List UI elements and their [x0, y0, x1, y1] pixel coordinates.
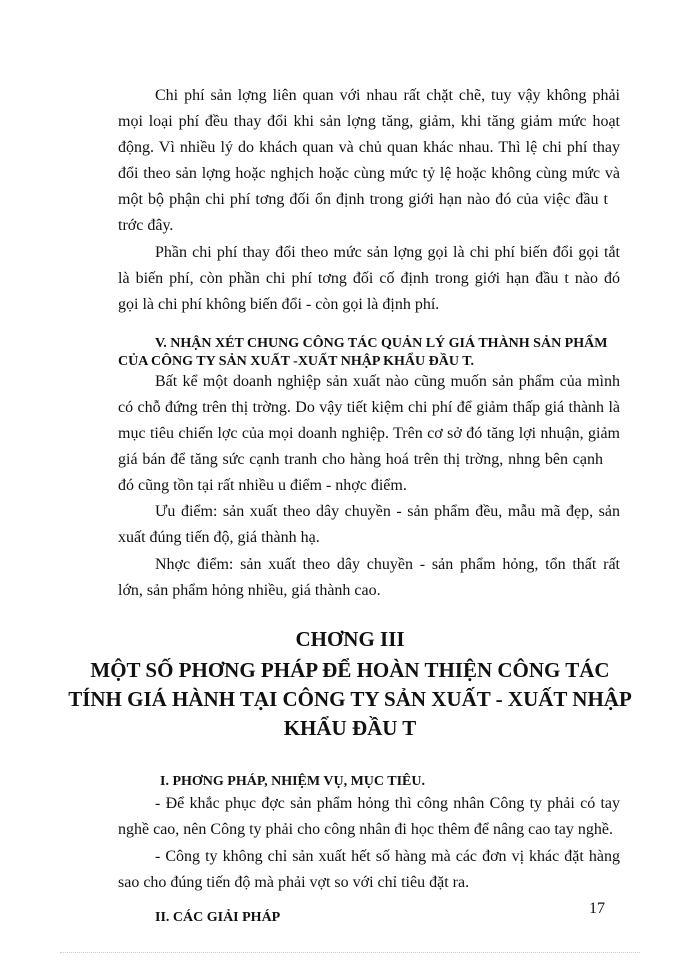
text-line: Ưu điểm: sản xuất theo dây chuyền - sản phẩm đều, mẫu mã đẹp, sản: [155, 503, 620, 520]
text-line: giá bán để tăng sức cạnh tranh cho hàng hoá trên thị trờng, nhng bên cạnh: [118, 451, 603, 468]
heading-line: V. NHẬN XÉT CHUNG CÔNG TÁC QUẢN LÝ GIÁ THÀNH SẢN PHẨM: [155, 336, 608, 351]
text-line: - Để khắc phục đợc sản phẩm hỏng thì công nhân Công ty phải có tay: [155, 795, 620, 812]
text-line: nghề cao, nên Công ty phải cho công nhân đi học thêm để nâng cao tay nghề.: [118, 821, 613, 838]
heading-line: CỦA CÔNG TY SẢN XUẤT -XUẤT NHẬP KHẨU ĐẦU T.: [118, 354, 475, 369]
page-bottom-rule: [60, 952, 640, 953]
text-line: Phần chi phí thay đổi theo mức sản lợng gọi là chi phí biến đổi gọi tắt: [155, 244, 620, 261]
text-line: gọi là chi phí không biến đổi - còn gọi là định phí.: [118, 296, 440, 313]
page-number: 17: [589, 900, 605, 917]
text-line: Nhợc điểm: sản xuất theo dây chuyền - sản phẩm hỏng, tổn thất rất: [155, 556, 620, 573]
text-line: đổi theo sản lợng hoặc nghịch hoặc cùng mức tỷ lệ hoặc không cùng mức và: [118, 165, 620, 182]
chapter-heading: CHƠNG III: [295, 627, 405, 651]
text-line: động. Vì nhiều lý do khách quan và chủ quan khác nhau. Thì lệ chi phí thay: [118, 139, 620, 156]
text-line: sao cho đúng tiến độ mà phải vợt so với chỉ tiêu đặt ra.: [118, 874, 470, 891]
chapter-title-line: KHẨU ĐẦU T: [283, 716, 417, 740]
section-ii-title: II. CÁC GIẢI PHÁP: [155, 910, 281, 925]
chapter-title-line: MỘT SỐ PHƠNG PHÁP ĐỂ HOÀN THIỆN CÔNG TÁC: [90, 658, 610, 682]
text-line: trớc đây.: [118, 217, 174, 234]
text-line: mọi loại phí đều thay đổi khi sản lợng tăng, giảm, khi tăng giảm mức hoạt: [118, 113, 620, 130]
text-line: đó cũng tồn tại rất nhiều u điểm - nhợc điểm.: [118, 477, 407, 494]
text-line: mục tiêu chiến lợc của mọi doanh nghiệp. Trên cơ sở đó tăng lợi nhuận, giảm: [118, 425, 620, 442]
text-line: lớn, sản phẩm hỏng nhiều, giá thành cao.: [118, 582, 381, 599]
text-line: Bất kể một doanh nghiệp sản xuất nào cũng muốn sản phẩm của mình: [155, 373, 620, 390]
text-line: Chi phí sản lợng liên quan với nhau rất chặt chẽ, tuy vậy không phải: [155, 87, 620, 104]
text-line: có chỗ đứng trên thị trờng. Do vậy tiết kiệm chi phí để giảm thấp giá thành là: [118, 399, 620, 416]
chapter-title-line: TÍNH GIÁ HÀNH TẠI CÔNG TY SẢN XUẤT - XUẤT NHẬP: [68, 687, 632, 711]
text-line: là biến phí, còn phần chi phí tơng đối cố định trong giới hạn đầu t nào đó: [118, 270, 620, 287]
text-line: một bộ phận chi phí tơng đối ổn định trong giới hạn nào đó của việc đầu t: [118, 191, 608, 208]
text-line: - Công ty không chỉ sản xuất hết số hàng mà các đơn vị khác đặt hàng: [155, 848, 620, 865]
section-i-title: I. PHƠNG PHÁP, NHIỆM VỤ, MỤC TIÊU.: [160, 774, 425, 789]
text-line: xuất đúng tiến độ, giá thành hạ.: [118, 529, 320, 546]
